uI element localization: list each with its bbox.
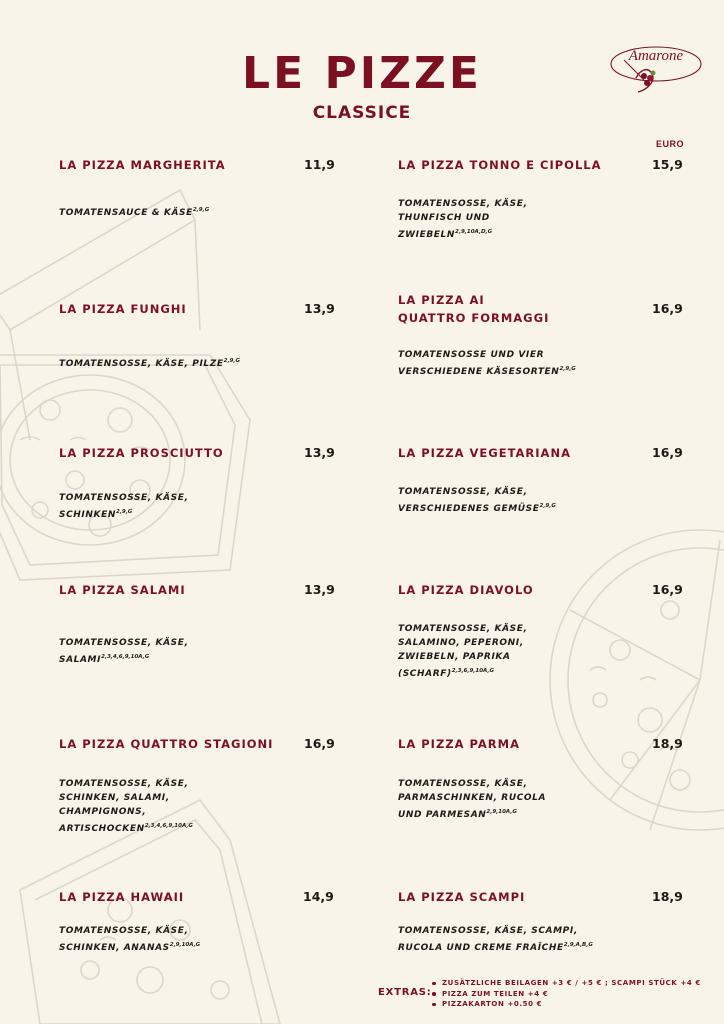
menu-item-price: 18,9 <box>652 889 683 904</box>
menu-item-price: 16,9 <box>652 445 683 460</box>
menu-item-description: TOMATENSOSSE, KÄSE, SCHINKEN, SALAMI, CHAMPIGNONS, $ARTISCHOCKEN^{2,3,4,6,9,10A,G}$ <box>59 779 193 834</box>
menu-item-description: TOMATENSOSSE, KÄSE, SCHINKEN, $ANANAS^{2,9,10A,G}$ <box>59 926 201 953</box>
allergen-codes: 2,9,A,B,G <box>563 942 593 948</box>
allergen-codes: 2,9,G <box>192 207 210 213</box>
menu-item-description: TOMATENSAUCE & $KÄSE^{2,9,G}$ <box>59 207 210 218</box>
menu-item-price: 16,9 <box>652 301 683 316</box>
menu-item-description: TOMATENSOSSE, KÄSE, SALAMINO, PEPERONI, ZWIEBELN, PAPRIKA (SCHARF)$^{2,3,6,9,10A,G}$ <box>398 624 528 679</box>
menu-item-name: LA PIZZA DIAVOLO <box>398 583 534 597</box>
extras-item: ZUSÄTZLICHE BEILAGEN +3 € / +5 € ; SCAMPI STÜCK +4 € <box>430 978 724 989</box>
menu-item-name: LA PIZZA PROSCIUTTO <box>59 446 224 460</box>
menu-item-price: 18,9 <box>652 736 683 751</box>
menu-item-price: 11,9 <box>304 157 335 172</box>
menu-item-description: TOMATENSOSSE, KÄSE, $SCHINKEN^{2,9,G}$ <box>59 493 189 520</box>
menu-item-name: LA PIZZA MARGHERITA <box>59 158 226 172</box>
allergen-codes: 2,3,4,6,9,10A,G <box>144 823 193 829</box>
allergen-codes: 2,9,G <box>115 509 133 515</box>
menu-item-description: TOMATENSOSSE, KÄSE, VERSCHIEDENES $GEMÜSE^{2,9,G}$ <box>398 487 556 514</box>
menu-item-description: TOMATENSOSSE, KÄSE, THUNFISCH UND $ZWIEBELN^{2,9,10A,D,G}$ <box>398 199 528 240</box>
extras-label: EXTRAS: <box>378 987 432 998</box>
menu-item-description: TOMATENSOSSE, KÄSE, $SALAMI^{2,3,4,6,9,10A,G}$ <box>59 638 189 665</box>
page-title: LE PIZZE <box>242 48 482 99</box>
menu-item-name: LA PIZZA SCAMPI <box>398 890 526 904</box>
menu-item-name: LA PIZZA QUATTRO STAGIONI <box>59 737 274 751</box>
menu-item-price: 16,9 <box>304 736 335 751</box>
allergen-codes: 2,3,6,9,10A,G <box>451 668 494 674</box>
extras-item: PIZZA ZUM TEILEN +4 € <box>430 989 724 1000</box>
menu-item-name: LA PIZZA VEGETARIANA <box>398 446 571 460</box>
allergen-codes: 2,9,G <box>223 358 240 364</box>
menu-item-description: TOMATENSOSSE, KÄSE, PARMASCHINKEN, RUCOLA UND $PARMESAN^{2,9,10A,G}$ <box>398 779 547 820</box>
allergen-codes: 2,9,10A,D,G <box>455 229 493 235</box>
menu-item-name: LA PIZZA TONNO E CIPOLLA <box>398 158 602 172</box>
extras-item: PIZZAKARTON +0.50 € <box>430 999 724 1010</box>
menu-item-name: LA PIZZA PARMA <box>398 737 520 751</box>
menu-item-price: 13,9 <box>304 445 335 460</box>
menu-item-description: TOMATENSOSSE UND VIER VERSCHIEDENE $KÄSESORTEN^{2,9,G}$ <box>398 350 576 377</box>
menu-item-name: LA PIZZA FUNGHI <box>59 302 187 316</box>
pizza-box-sketch-decoration <box>0 180 270 600</box>
menu-item-price: 13,9 <box>304 301 335 316</box>
restaurant-logo <box>606 40 706 100</box>
allergen-codes: 2,9,10A,G <box>169 942 201 948</box>
extras-list <box>430 978 724 1010</box>
menu-item-name: LA PIZZA AI QUATTRO FORMAGGI <box>398 293 550 325</box>
menu-item-description: TOMATENSOSSE, KÄSE, $PILZE^{2,9,G}$ <box>59 358 240 369</box>
menu-item-price: 14,9 <box>303 889 334 904</box>
page-subtitle: CLASSICE <box>312 103 412 123</box>
logo-text: Amarone <box>628 48 684 64</box>
allergen-codes: 2,9,10A,G <box>486 809 517 815</box>
allergen-codes: 2,9,G <box>559 366 576 372</box>
currency-label: EURO <box>656 139 685 149</box>
menu-item-name: LA PIZZA SALAMI <box>59 583 186 597</box>
menu-item-description: TOMATENSOSSE, KÄSE, SCAMPI, RUCOLA UND CREME $FRAÎCHE^{2,9,A,B,G}$ <box>398 926 593 953</box>
menu-item-name: LA PIZZA HAWAII <box>59 890 185 904</box>
menu-item-price: 15,9 <box>652 157 683 172</box>
menu-item-price: 16,9 <box>652 582 683 597</box>
menu-item-price: 13,9 <box>304 582 335 597</box>
allergen-codes: 2,3,4,6,9,10A,G <box>101 654 150 660</box>
allergen-codes: 2,9,G <box>539 503 556 509</box>
